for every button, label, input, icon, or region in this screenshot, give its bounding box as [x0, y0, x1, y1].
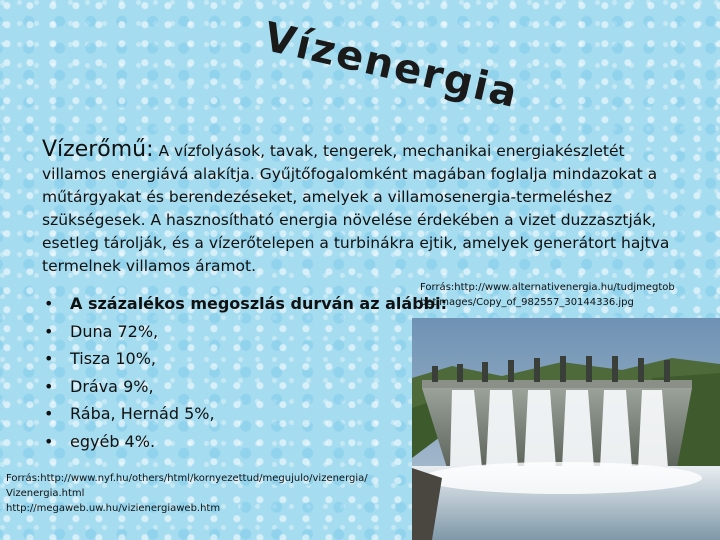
bullet-icon: • [44, 431, 54, 451]
photo-source [420, 280, 718, 310]
description-paragraph [42, 138, 692, 278]
photo-source-line: Forrás:http://www.alternativenergia.hu/tudjmegtob [420, 282, 675, 293]
list-item: • A százalékos megoszlás durván az alábbi: [44, 290, 447, 318]
dam-photo-icon [412, 318, 720, 540]
distribution-list [44, 290, 447, 455]
bullet-icon: • [44, 321, 54, 341]
description-text: A vízfolyások, tavak, tengerek, mechanikai energiakészletét villamos energiává alakítja. Gyűjtőfogalomként magában foglalja mindazokat a műtárgyakat és berendezéseket, amelyek a villamosenergia-termeléshez szükségesek. A hasznosítható energia növelése érdekében a vizet duzzasztják, esetleg tárolják, és a vízerőtelepen a turbinákra ejtik, amelyek generátort hajtva termelnek villamos áramot. [42, 142, 670, 275]
bottom-source-line: Forrás:http://www.nyf.hu/others/html/kornyezettud/megujulo/vizenergia/ [6, 473, 368, 484]
bullet-icon: • [44, 376, 54, 396]
bottom-source-line: Vizenergia.html [6, 488, 85, 499]
bullet-icon: • [44, 349, 54, 368]
dam-photo [412, 318, 720, 540]
bottom-source-line: http://megaweb.uw.hu/vizienergiaweb.htm [6, 503, 221, 514]
bullet-icon: • [44, 294, 54, 313]
list-item: • egyéb 4%. [44, 428, 447, 456]
bullet-icon: • [44, 404, 54, 423]
list-item: • Duna 72%, [44, 318, 447, 346]
list-item: • Dráva 9%, [44, 373, 447, 401]
slide-title: Vízenergia [259, 14, 524, 118]
term-label: Vízerőmű: [42, 137, 154, 162]
list-item: • Rába, Hernád 5%, [44, 400, 447, 428]
list-item: • Tisza 10%, [44, 345, 447, 373]
bottom-source [6, 471, 416, 516]
photo-source-line: betimages/Copy_of_982557_30144336.jpg [420, 297, 634, 308]
